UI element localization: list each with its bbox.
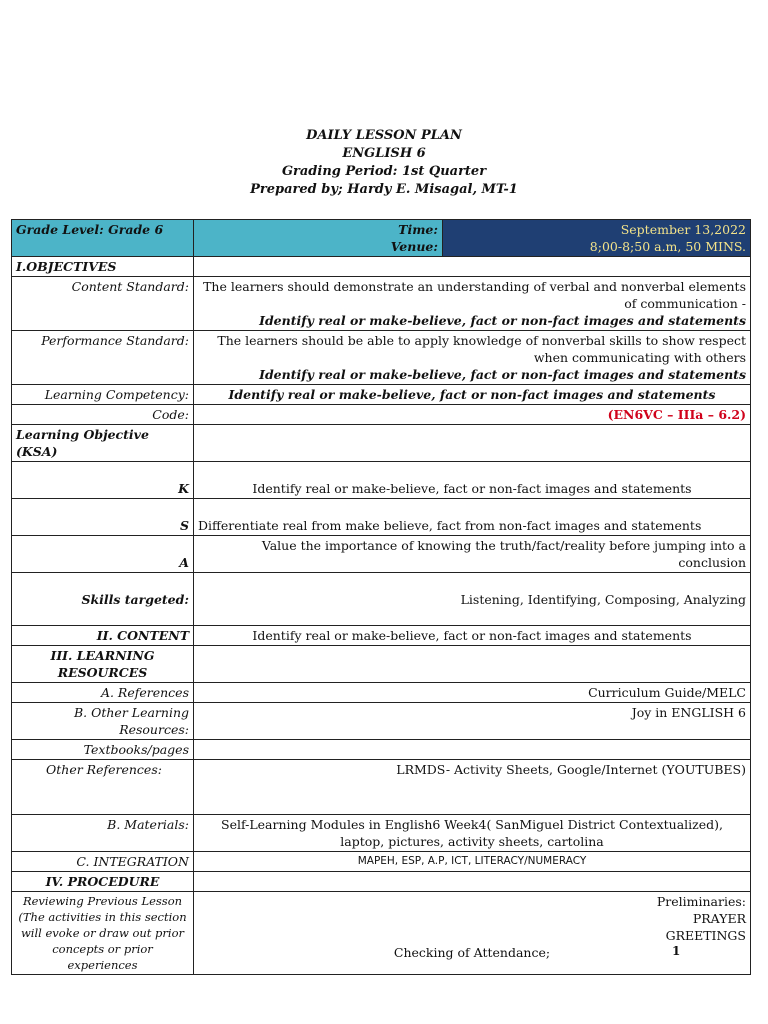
table-row [12, 462, 751, 499]
content-standard-text: The learners should demonstrate an understanding of verbal and nonverbal elements of communication - [203, 279, 746, 311]
objectives-heading: I.OBJECTIVES [12, 257, 194, 277]
title-line-2: ENGLISH 6 [342, 146, 426, 161]
references-value: Curriculum Guide/MELC [194, 683, 751, 703]
title-line-4: Prepared by; Hardy E. Misagal, MT-1 [250, 182, 518, 197]
resources-heading: III. LEARNING RESOURCES [12, 646, 194, 683]
greetings-text: GREETINGS [665, 928, 746, 943]
preliminaries-text: Preliminaries: [656, 894, 746, 909]
title-line-1: DAILY LESSON PLAN [306, 128, 462, 143]
lesson-plan-table [11, 219, 751, 975]
table-row [12, 892, 751, 975]
table-row [12, 331, 751, 385]
table-row [12, 573, 751, 626]
page-number: 1 [672, 944, 681, 958]
table-row [12, 405, 751, 425]
table-row [12, 425, 751, 462]
time-venue-label-cell [194, 220, 443, 257]
other-references-value: LRMDS- Activity Sheets, Google/Internet (YOUTUBES) [194, 760, 751, 815]
prayer-text: PRAYER [692, 911, 746, 926]
time-label: Time: [398, 222, 438, 237]
k-label: K [12, 462, 194, 499]
content-standard-cell [194, 277, 751, 331]
empty-cell [194, 425, 751, 462]
other-learning-resources-value: Joy in ENGLISH 6 [194, 703, 751, 740]
table-row [12, 815, 751, 852]
table-row [12, 257, 751, 277]
ksa-label: Learning Objective (KSA) [12, 425, 194, 462]
s-text: Differentiate real from make believe, fact from non-fact images and statements [194, 499, 751, 536]
procedure-heading: IV. PROCEDURE [12, 872, 194, 892]
table-row [12, 683, 751, 703]
empty-cell [194, 257, 751, 277]
content-standard-focus: Identify real or make-believe, fact or non-fact images and statements [259, 313, 746, 328]
performance-standard-cell [194, 331, 751, 385]
skills-text: Listening, Identifying, Composing, Analyzing [194, 573, 751, 626]
table-row [12, 499, 751, 536]
performance-standard-focus: Identify real or make-believe, fact or non-fact images and statements [259, 367, 746, 382]
learning-competency-label: Learning Competency: [12, 385, 194, 405]
review-previous-lesson-cell [194, 892, 751, 975]
k-text: Identify real or make-believe, fact or non-fact images and statements [194, 462, 751, 499]
table-row [12, 220, 751, 257]
date-time-cell [443, 220, 751, 257]
learning-competency-text: Identify real or make-believe, fact or non-fact images and statements [194, 385, 751, 405]
integration-value: MAPEH, ESP, A.P, ICT, LITERACY/NUMERACY [194, 852, 751, 872]
empty-cell [194, 872, 751, 892]
references-label: A. References [12, 683, 194, 703]
table-row [12, 646, 751, 683]
content-standard-label: Content Standard: [12, 277, 194, 331]
materials-value: Self-Learning Modules in English6 Week4( SanMiguel District Contextualized), laptop, pictures, activity sheets, cartolina [194, 815, 751, 852]
content-text: Identify real or make-believe, fact or non-fact images and statements [194, 626, 751, 646]
title-line-3: Grading Period: 1st Quarter [281, 164, 487, 179]
a-label: A [12, 536, 194, 573]
attendance-text: Checking of Attendance; [393, 945, 551, 960]
table-row [12, 740, 751, 760]
other-learning-resources-label: B. Other Learning Resources: [12, 703, 194, 740]
time-value: 8;00-8;50 a.m, 50 MINS. [589, 239, 746, 254]
table-row [12, 626, 751, 646]
table-row [12, 536, 751, 573]
empty-cell [194, 646, 751, 683]
grade-level-cell: Grade Level: Grade 6 [12, 220, 194, 257]
textbooks-label: Textbooks/pages [12, 740, 194, 760]
table-row [12, 872, 751, 892]
content-heading: II. CONTENT [12, 626, 194, 646]
a-text: Value the importance of knowing the truth/fact/reality before jumping into a conclusion [194, 536, 751, 573]
performance-standard-label: Performance Standard: [12, 331, 194, 385]
venue-label: Venue: [390, 239, 438, 254]
empty-cell [194, 740, 751, 760]
s-label: S [12, 499, 194, 536]
table-row [12, 760, 751, 815]
table-row [12, 852, 751, 872]
document-title-block [0, 127, 768, 199]
skills-label: Skills targeted: [12, 573, 194, 626]
performance-standard-text: The learners should be able to apply knowledge of nonverbal skills to show respect when communicating with others [217, 333, 746, 365]
materials-label: B. Materials: [12, 815, 194, 852]
integration-label: C. INTEGRATION [12, 852, 194, 872]
table-row [12, 385, 751, 405]
date-value: September 13,2022 [620, 222, 746, 237]
other-references-label: Other References: [12, 760, 194, 815]
review-previous-lesson-label: Reviewing Previous Lesson (The activities in this section will evoke or draw out prior concepts or prior experiences [12, 892, 194, 975]
table-row [12, 277, 751, 331]
code-label: Code: [12, 405, 194, 425]
table-row [12, 703, 751, 740]
code-value: (EN6VC – IIIa – 6.2) [194, 405, 751, 425]
